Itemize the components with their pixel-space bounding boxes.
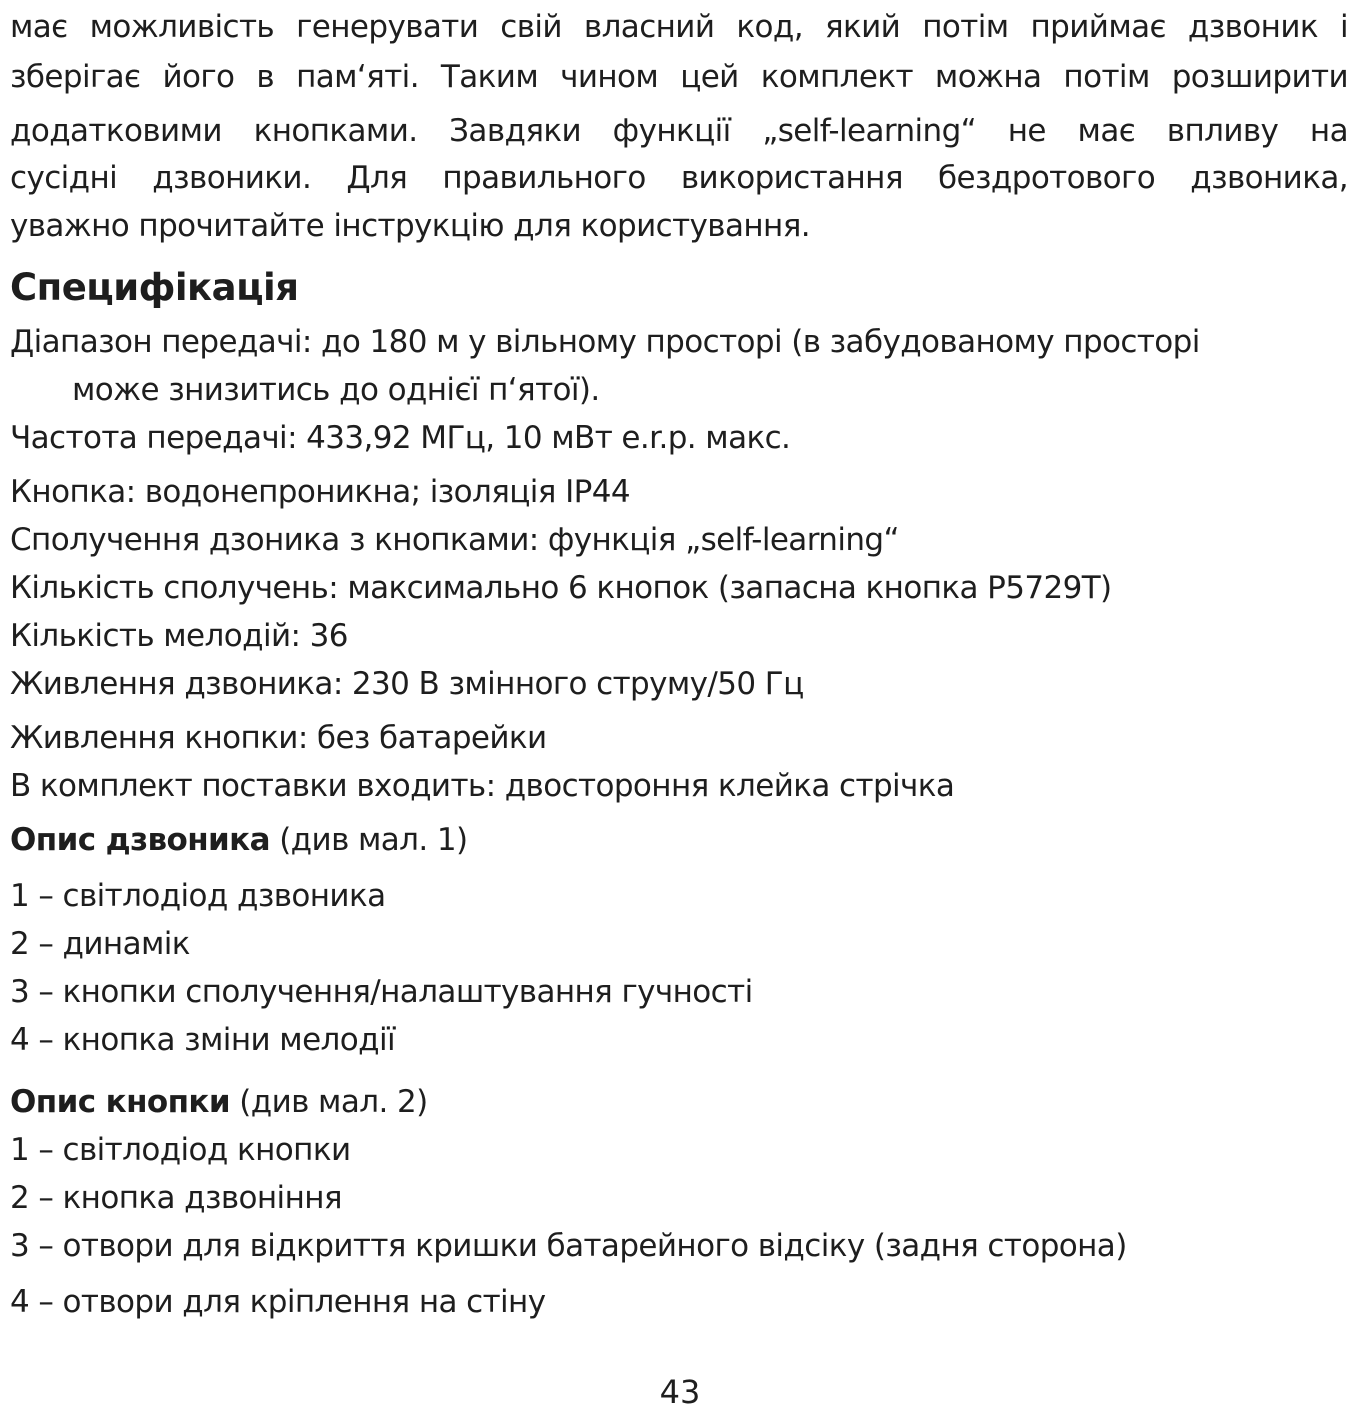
button-item-2: 2 – кнопка дзвоніння	[10, 1180, 342, 1216]
chime-item-3: 3 – кнопки сполучення/налаштування гучності	[10, 974, 753, 1010]
spec-button: Кнопка: водонепроникна; ізоляція IP44	[10, 474, 630, 510]
intro-line-4: сусідні дзвоники. Для правильного використання бездротового дзвоника,	[10, 160, 1348, 196]
spec-melodies: Кількість мелодій: 36	[10, 618, 348, 654]
button-description-heading	[10, 1082, 428, 1122]
button-item-1: 1 – світлодіод кнопки	[10, 1132, 351, 1168]
chime-description-title: Опис дзвоника	[10, 822, 270, 858]
intro-line-2: зберігає його в пам‘яті. Таким чином цей комплект можна потім розширити	[10, 59, 1348, 95]
spec-frequency: Частота передачі: 433,92 МГц, 10 мВт e.r.p. макс.	[10, 420, 791, 456]
spec-button-power: Живлення кнопки: без батарейки	[10, 720, 547, 756]
spec-pairs-count: Кількість сполучень: максимально 6 кнопок (запасна кнопка P5729T)	[10, 570, 1112, 606]
button-description-title: Опис кнопки	[10, 1084, 230, 1120]
intro-line-5: уважно прочитайте інструкцію для користування.	[10, 208, 811, 244]
spec-range: Діапазон передачі: до 180 м у вільному просторі (в забудованому просторі	[10, 324, 1200, 360]
chime-item-2: 2 – динамік	[10, 926, 190, 962]
spec-heading: Специфікація	[10, 266, 299, 309]
chime-item-1: 1 – світлодіод дзвоника	[10, 878, 386, 914]
button-item-3: 3 – отвори для відкриття кришки батарейного відсіку (задня сторона)	[10, 1228, 1127, 1264]
spec-chime-power: Живлення дзвоника: 230 В змінного струму/50 Гц	[10, 666, 804, 702]
spec-range-continued: може знизитись до однієї п‘ятої).	[72, 372, 600, 408]
spec-pairing: Сполучення дзоника з кнопками: функція „self-learning“	[10, 522, 899, 558]
chime-description-heading	[10, 820, 468, 860]
page-number: 43	[659, 1373, 701, 1411]
chime-item-4: 4 – кнопка зміни мелодії	[10, 1022, 395, 1058]
spec-package: В комплект поставки входить: двостороння клейка стрічка	[10, 768, 955, 804]
intro-line-1: має можливість генерувати свій власний код, який потім приймає дзвоник і	[10, 9, 1348, 45]
intro-line-3: додатковими кнопками. Завдяки функції „self-learning“ не має впливу на	[10, 113, 1348, 149]
button-description-ref: (див мал. 2)	[230, 1084, 428, 1120]
button-item-4: 4 – отвори для кріплення на стіну	[10, 1284, 546, 1320]
chime-description-ref: (див мал. 1)	[269, 822, 468, 858]
